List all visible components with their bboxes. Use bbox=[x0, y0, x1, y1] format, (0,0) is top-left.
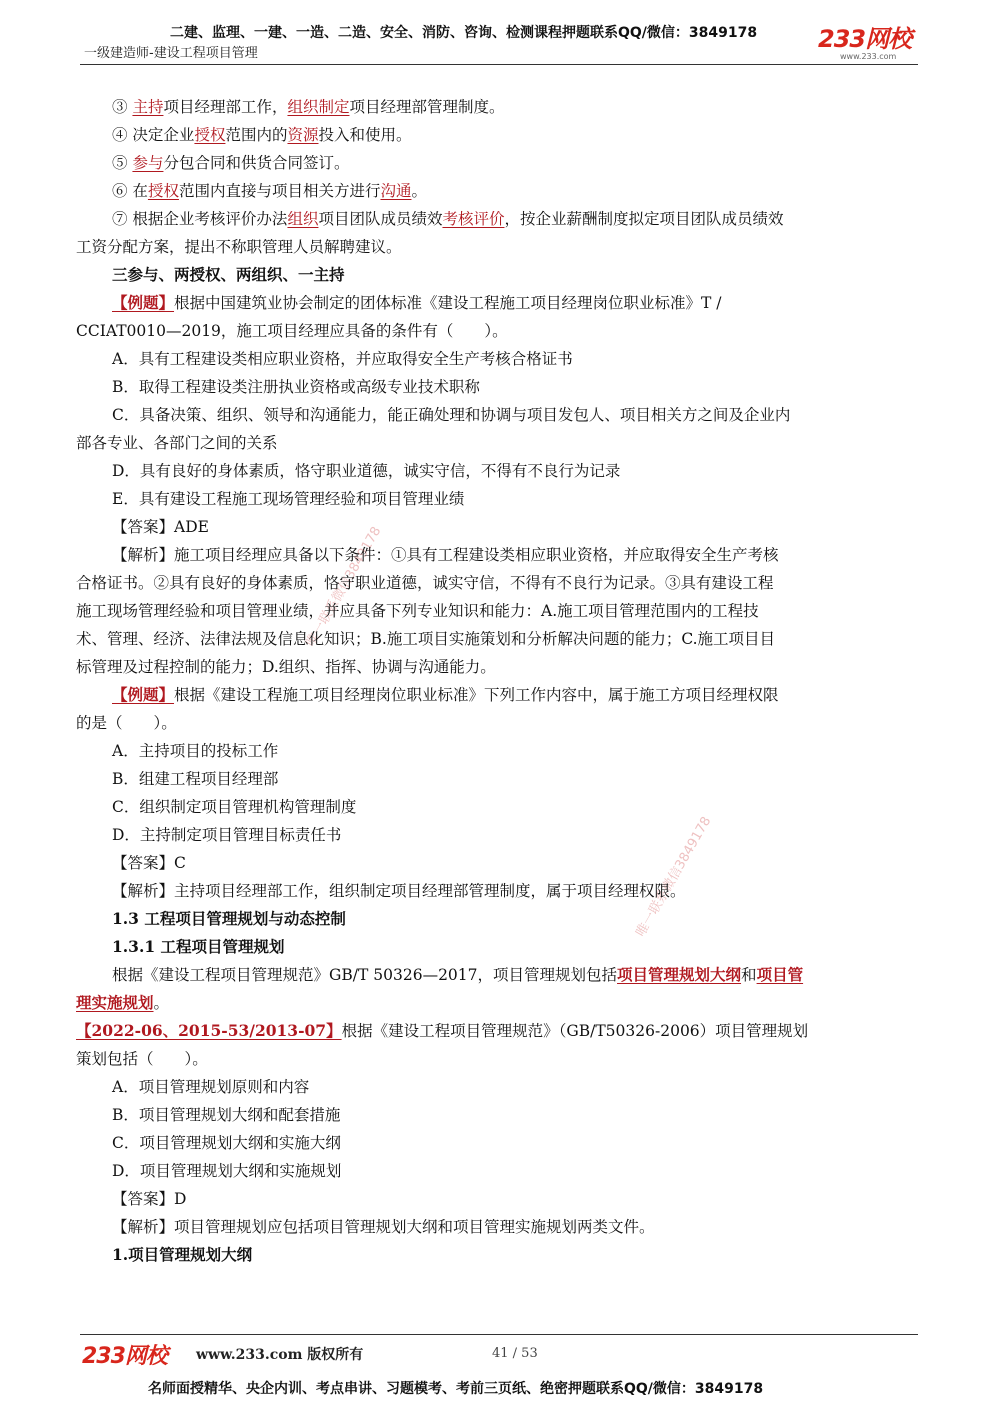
explanation: 施工现场管理经验和项目管理业绩，并应具备下列专业知识和能力：A.施工项目管理范围内的工程技 bbox=[76, 602, 759, 620]
question-stem: 策划包括（ ）。 bbox=[76, 1050, 208, 1068]
footer-logo: 233网校 bbox=[82, 1344, 167, 1369]
question-stem: 的是（ ）。 bbox=[76, 714, 177, 732]
option-a: A．项目管理规划原则和内容 bbox=[112, 1078, 310, 1096]
brand-logo-text: 233网校 bbox=[818, 25, 912, 53]
option-e: E．具有建设工程施工现场管理经验和项目管理业绩 bbox=[112, 490, 465, 508]
explanation: 合格证书。②具有良好的身体素质，恪守职业道德，诚实守信，不得有不良行为记录。③具有建设工程 bbox=[76, 574, 774, 592]
question-stem: 【例题】根据《建设工程施工项目经理岗位职业标准》下列工作内容中，属于施工方项目经理权限 bbox=[112, 685, 779, 704]
question-stem: 【2022-06、2015-53/2013-07】根据《建设工程项目管理规范》（GB/T50326-2006）项目管理规划 bbox=[76, 1021, 809, 1040]
option-b: B．取得工程建设类注册执业资格或高级专业技术职称 bbox=[112, 378, 480, 396]
question-stem: CCIAT0010—2019，施工项目经理应具备的条件有（ ）。 bbox=[76, 322, 508, 340]
option-b: B．项目管理规划大纲和配套措施 bbox=[112, 1106, 341, 1124]
option-d: D．具有良好的身体素质，恪守职业道德，诚实守信，不得有不良行为记录 bbox=[112, 462, 621, 480]
option-d: D．主持制定项目管理目标责任书 bbox=[112, 826, 342, 844]
subsection-heading: 1.3.1 工程项目管理规划 bbox=[112, 937, 285, 956]
question-stem: 【例题】根据中国建筑业协会制定的团体标准《建设工程施工项目经理岗位职业标准》T / bbox=[112, 293, 722, 312]
text-line: ③ 主持项目经理部工作，组织制定项目经理部管理制度。 bbox=[112, 98, 505, 116]
subsection-heading: 1.项目管理规划大纲 bbox=[112, 1245, 253, 1264]
option-a: A．主持项目的投标工作 bbox=[112, 742, 279, 760]
brand-logo bbox=[818, 26, 918, 66]
answer: 【答案】ADE bbox=[112, 518, 209, 536]
paragraph: 理实施规划。 bbox=[76, 993, 170, 1012]
document-subtitle: 一级建造师-建设工程项目管理 bbox=[84, 46, 258, 61]
summary-heading: 三参与、两授权、两组织、一主持 bbox=[112, 265, 345, 284]
footer-divider bbox=[80, 1334, 918, 1335]
explanation: 【解析】主持项目经理部工作，组织制定项目经理部管理制度，属于项目经理权限。 bbox=[112, 882, 686, 900]
footer-copyright: www.233.com 版权所有 bbox=[196, 1347, 364, 1363]
text-line: ⑥ 在授权范围内直接与项目相关方进行沟通。 bbox=[112, 182, 427, 200]
option-c: C．组织制定项目管理机构管理制度 bbox=[112, 798, 357, 816]
explanation: 【解析】项目管理规划应包括项目管理规划大纲和项目管理实施规划两类文件。 bbox=[112, 1218, 655, 1236]
paragraph: 根据《建设工程项目管理规范》GB/T 50326—2017，项目管理规划包括项目管理规划大纲和项目管 bbox=[112, 965, 804, 984]
brand-logo-url: www.233.com bbox=[840, 52, 897, 61]
option-c: 部各专业、各部门之间的关系 bbox=[76, 434, 278, 452]
question-tag: 【2022-06、2015-53/2013-07】 bbox=[76, 1021, 342, 1040]
question-tag: 【例题】 bbox=[112, 293, 175, 312]
header-contact-line: 二建、监理、一建、一造、二造、安全、消防、咨询、检测课程押题联系QQ/微信：3849178 bbox=[170, 25, 758, 41]
text-line: ⑤ 参与分包合同和供货合同签订。 bbox=[112, 154, 350, 172]
watermark: 唯一联系微信3849178 bbox=[633, 814, 715, 940]
page-number: 41 / 53 bbox=[492, 1346, 538, 1361]
explanation: 标管理及过程控制的能力；D.组织、指挥、协调与沟通能力。 bbox=[76, 658, 496, 676]
footer-contact-line: 名师面授精华、央企内训、考点串讲、习题模考、考前三页纸、绝密押题联系QQ/微信：3849178 bbox=[148, 1381, 764, 1397]
option-a: A．具有工程建设类相应职业资格，并应取得安全生产考核合格证书 bbox=[112, 350, 573, 368]
question-tag: 【例题】 bbox=[112, 685, 175, 704]
header-divider bbox=[80, 64, 918, 65]
option-d: D．项目管理规划大纲和实施规划 bbox=[112, 1162, 342, 1180]
answer: 【答案】C bbox=[112, 854, 186, 872]
answer: 【答案】D bbox=[112, 1190, 187, 1208]
text-line: ④ 决定企业授权范围内的资源投入和使用。 bbox=[112, 126, 412, 144]
watermark: 唯一联系微信3849178 bbox=[303, 524, 385, 650]
option-c: C．项目管理规划大纲和实施大纲 bbox=[112, 1134, 341, 1152]
explanation: 【解析】施工项目经理应具备以下条件：①具有工程建设类相应职业资格，并应取得安全生产考核 bbox=[112, 546, 779, 564]
option-b: B．组建工程项目经理部 bbox=[112, 770, 279, 788]
section-heading: 1.3 工程项目管理规划与动态控制 bbox=[112, 909, 346, 928]
explanation: 术、管理、经济、法律法规及信息化知识；B.施工项目实施策划和分析解决问题的能力；C.施工项目目 bbox=[76, 630, 776, 648]
text-line: ⑦ 根据企业考核评价办法组织项目团队成员绩效考核评价，按企业薪酬制度拟定项目团队成员绩效 bbox=[112, 210, 784, 228]
option-c: C．具备决策、组织、领导和沟通能力，能正确处理和协调与项目发包人、项目相关方之间及企业内 bbox=[112, 406, 791, 424]
text-line: 工资分配方案，提出不称职管理人员解聘建议。 bbox=[76, 238, 402, 256]
